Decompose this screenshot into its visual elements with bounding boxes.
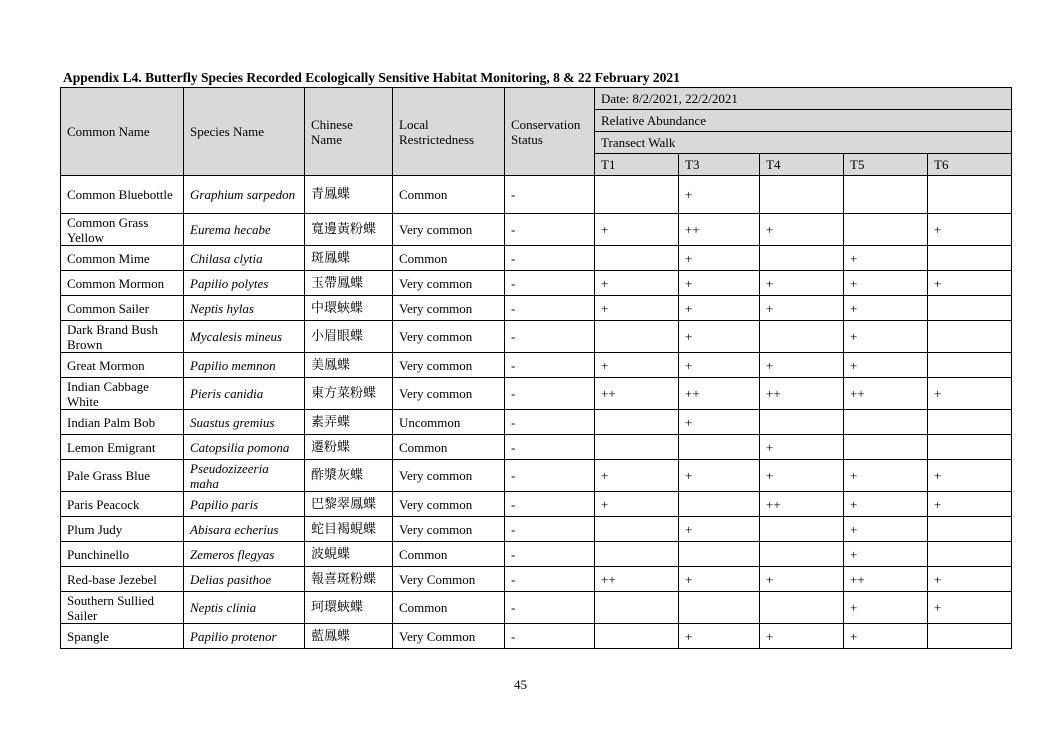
cell-local-restrictedness: Common (393, 246, 505, 271)
cell-conservation-status: - (505, 567, 595, 592)
cell-abundance-t1: ++ (595, 378, 679, 410)
cell-abundance-t6 (928, 542, 1012, 567)
cell-abundance-t3: + (679, 567, 760, 592)
cell-local-restrictedness: Common (393, 592, 505, 624)
cell-species-name: Papilio memnon (184, 353, 305, 378)
cell-species-name: Mycalesis mineus (184, 321, 305, 353)
cell-abundance-t1: ++ (595, 567, 679, 592)
cell-abundance-t3: + (679, 271, 760, 296)
cell-species-name: Abisara echerius (184, 517, 305, 542)
cell-abundance-t5: + (844, 296, 928, 321)
cell-common-name: Southern Sullied Sailer (61, 592, 184, 624)
cell-conservation-status: - (505, 410, 595, 435)
cell-conservation-status: - (505, 624, 595, 649)
cell-local-restrictedness: Very Common (393, 624, 505, 649)
cell-conservation-status: - (505, 460, 595, 492)
cell-conservation-status: - (505, 271, 595, 296)
cell-abundance-t5: + (844, 246, 928, 271)
cell-common-name: Paris Peacock (61, 492, 184, 517)
table-row (61, 517, 1012, 542)
cell-common-name: Common Bluebottle (61, 176, 184, 214)
table-row (61, 542, 1012, 567)
cell-abundance-t6 (928, 321, 1012, 353)
cell-common-name: Pale Grass Blue (61, 460, 184, 492)
table-row (61, 176, 1012, 214)
header-transect-walk: Transect Walk (595, 132, 1012, 154)
cell-local-restrictedness: Uncommon (393, 410, 505, 435)
cell-abundance-t5: + (844, 492, 928, 517)
cell-abundance-t6: + (928, 592, 1012, 624)
cell-abundance-t1: + (595, 214, 679, 246)
table-row (61, 321, 1012, 353)
cell-abundance-t4 (760, 246, 844, 271)
cell-local-restrictedness: Common (393, 176, 505, 214)
cell-abundance-t3: + (679, 460, 760, 492)
cell-abundance-t4: + (760, 353, 844, 378)
cell-abundance-t6: + (928, 214, 1012, 246)
cell-chinese-name: 斑鳳蝶 (305, 246, 393, 271)
cell-local-restrictedness: Very common (393, 271, 505, 296)
cell-abundance-t4 (760, 176, 844, 214)
cell-abundance-t5 (844, 176, 928, 214)
table-row (61, 567, 1012, 592)
cell-abundance-t1 (595, 321, 679, 353)
table-title: Appendix L4. Butterfly Species Recorded Ecologically Sensitive Habitat Monitoring, 8 & 22 February 2021 (63, 70, 680, 85)
cell-conservation-status: - (505, 296, 595, 321)
cell-abundance-t1: + (595, 296, 679, 321)
cell-abundance-t4: ++ (760, 492, 844, 517)
page-number: 45 (514, 677, 527, 692)
table-row (61, 460, 1012, 492)
cell-abundance-t3 (679, 592, 760, 624)
cell-chinese-name: 寬邊黃粉蝶 (305, 214, 393, 246)
cell-conservation-status: - (505, 517, 595, 542)
cell-chinese-name: 巴黎翠鳳蝶 (305, 492, 393, 517)
cell-common-name: Common Mime (61, 246, 184, 271)
cell-common-name: Indian Cabbage White (61, 378, 184, 410)
cell-abundance-t1 (595, 624, 679, 649)
cell-abundance-t5 (844, 214, 928, 246)
header-transect-t3: T3 (679, 154, 760, 176)
cell-chinese-name: 報喜斑粉蝶 (305, 567, 393, 592)
cell-local-restrictedness: Very common (393, 353, 505, 378)
cell-conservation-status: - (505, 321, 595, 353)
cell-abundance-t1: + (595, 460, 679, 492)
cell-local-restrictedness: Very common (393, 321, 505, 353)
cell-chinese-name: 波蜆蝶 (305, 542, 393, 567)
cell-abundance-t5: + (844, 271, 928, 296)
table-row (61, 246, 1012, 271)
cell-abundance-t6 (928, 435, 1012, 460)
cell-local-restrictedness: Very common (393, 214, 505, 246)
header-conservation-status: Conservation Status (505, 88, 595, 176)
cell-abundance-t5: + (844, 517, 928, 542)
header-transect-t6: T6 (928, 154, 1012, 176)
cell-abundance-t6: + (928, 567, 1012, 592)
cell-species-name: Pieris canidia (184, 378, 305, 410)
cell-species-name: Pseudozizeeria maha (184, 460, 305, 492)
cell-abundance-t4 (760, 592, 844, 624)
cell-common-name: Great Mormon (61, 353, 184, 378)
cell-species-name: Neptis hylas (184, 296, 305, 321)
table-header (61, 88, 1012, 176)
cell-abundance-t6 (928, 410, 1012, 435)
cell-common-name: Red-base Jezebel (61, 567, 184, 592)
cell-common-name: Plum Judy (61, 517, 184, 542)
cell-species-name: Zemeros flegyas (184, 542, 305, 567)
cell-abundance-t4 (760, 321, 844, 353)
cell-abundance-t5: + (844, 321, 928, 353)
cell-species-name: Neptis clinia (184, 592, 305, 624)
header-species-name: Species Name (184, 88, 305, 176)
cell-abundance-t3 (679, 492, 760, 517)
cell-abundance-t3: + (679, 296, 760, 321)
cell-abundance-t1 (595, 517, 679, 542)
cell-local-restrictedness: Very Common (393, 567, 505, 592)
cell-abundance-t4 (760, 542, 844, 567)
cell-species-name: Papilio protenor (184, 624, 305, 649)
cell-local-restrictedness: Very common (393, 378, 505, 410)
cell-abundance-t3: ++ (679, 214, 760, 246)
cell-abundance-t4 (760, 517, 844, 542)
cell-species-name: Papilio polytes (184, 271, 305, 296)
cell-abundance-t6 (928, 296, 1012, 321)
cell-abundance-t6 (928, 517, 1012, 542)
header-transect-t1: T1 (595, 154, 679, 176)
header-relative-abundance: Relative Abundance (595, 110, 1012, 132)
header-local-restrictedness: Local Restrictedness (393, 88, 505, 176)
cell-abundance-t5 (844, 410, 928, 435)
cell-abundance-t4: ++ (760, 378, 844, 410)
cell-species-name: Papilio paris (184, 492, 305, 517)
butterfly-species-table (60, 87, 1012, 649)
cell-abundance-t3: + (679, 353, 760, 378)
cell-chinese-name: 美鳳蝶 (305, 353, 393, 378)
cell-abundance-t5: + (844, 353, 928, 378)
header-transect-t5: T5 (844, 154, 928, 176)
cell-abundance-t1: + (595, 492, 679, 517)
cell-abundance-t1: + (595, 353, 679, 378)
cell-conservation-status: - (505, 378, 595, 410)
cell-chinese-name: 玉帶鳳蝶 (305, 271, 393, 296)
cell-species-name: Eurema hecabe (184, 214, 305, 246)
cell-abundance-t6: + (928, 492, 1012, 517)
table-row (61, 435, 1012, 460)
cell-conservation-status: - (505, 214, 595, 246)
cell-abundance-t1: + (595, 271, 679, 296)
cell-abundance-t3 (679, 542, 760, 567)
table-row (61, 492, 1012, 517)
cell-species-name: Catopsilia pomona (184, 435, 305, 460)
cell-abundance-t1 (595, 542, 679, 567)
cell-abundance-t1 (595, 435, 679, 460)
cell-local-restrictedness: Very common (393, 517, 505, 542)
cell-chinese-name: 小眉眼蝶 (305, 321, 393, 353)
cell-abundance-t4: + (760, 296, 844, 321)
header-date: Date: 8/2/2021, 22/2/2021 (595, 88, 1012, 110)
cell-conservation-status: - (505, 492, 595, 517)
table-row (61, 592, 1012, 624)
cell-conservation-status: - (505, 435, 595, 460)
cell-abundance-t3: ++ (679, 378, 760, 410)
cell-chinese-name: 藍鳳蝶 (305, 624, 393, 649)
table-row (61, 353, 1012, 378)
cell-abundance-t6 (928, 353, 1012, 378)
cell-abundance-t3: + (679, 246, 760, 271)
cell-common-name: Dark Brand Bush Brown (61, 321, 184, 353)
cell-abundance-t4: + (760, 214, 844, 246)
cell-abundance-t5: + (844, 592, 928, 624)
cell-chinese-name: 青鳳蝶 (305, 176, 393, 214)
cell-abundance-t1 (595, 592, 679, 624)
cell-common-name: Spangle (61, 624, 184, 649)
cell-common-name: Lemon Emigrant (61, 435, 184, 460)
cell-local-restrictedness: Very common (393, 460, 505, 492)
cell-abundance-t5: + (844, 460, 928, 492)
cell-abundance-t6 (928, 176, 1012, 214)
cell-abundance-t6 (928, 624, 1012, 649)
cell-abundance-t6: + (928, 378, 1012, 410)
cell-local-restrictedness: Common (393, 542, 505, 567)
cell-conservation-status: - (505, 353, 595, 378)
cell-species-name: Delias pasithoe (184, 567, 305, 592)
cell-local-restrictedness: Common (393, 435, 505, 460)
header-common-name: Common Name (61, 88, 184, 176)
cell-abundance-t6 (928, 246, 1012, 271)
cell-common-name: Punchinello (61, 542, 184, 567)
table-row (61, 296, 1012, 321)
cell-abundance-t4: + (760, 567, 844, 592)
cell-conservation-status: - (505, 542, 595, 567)
cell-chinese-name: 中環蛺蝶 (305, 296, 393, 321)
table-row (61, 378, 1012, 410)
cell-abundance-t6: + (928, 271, 1012, 296)
cell-conservation-status: - (505, 246, 595, 271)
cell-abundance-t4: + (760, 624, 844, 649)
cell-abundance-t5: ++ (844, 378, 928, 410)
cell-local-restrictedness: Very common (393, 296, 505, 321)
cell-abundance-t4: + (760, 460, 844, 492)
cell-common-name: Common Grass Yellow (61, 214, 184, 246)
cell-abundance-t3: + (679, 410, 760, 435)
cell-abundance-t5: ++ (844, 567, 928, 592)
cell-local-restrictedness: Very common (393, 492, 505, 517)
cell-species-name: Chilasa clytia (184, 246, 305, 271)
cell-conservation-status: - (505, 592, 595, 624)
header-transect-t4: T4 (760, 154, 844, 176)
cell-abundance-t6: + (928, 460, 1012, 492)
cell-abundance-t4: + (760, 271, 844, 296)
cell-abundance-t3: + (679, 517, 760, 542)
cell-abundance-t5: + (844, 624, 928, 649)
table-row (61, 624, 1012, 649)
cell-common-name: Indian Palm Bob (61, 410, 184, 435)
cell-species-name: Suastus gremius (184, 410, 305, 435)
cell-abundance-t3: + (679, 176, 760, 214)
cell-abundance-t4: + (760, 435, 844, 460)
cell-common-name: Common Sailer (61, 296, 184, 321)
table-row (61, 271, 1012, 296)
cell-chinese-name: 素弄蝶 (305, 410, 393, 435)
cell-abundance-t3: + (679, 624, 760, 649)
cell-abundance-t1 (595, 176, 679, 214)
cell-chinese-name: 東方菜粉蝶 (305, 378, 393, 410)
table-row (61, 214, 1012, 246)
cell-chinese-name: 蛇目褐蜆蝶 (305, 517, 393, 542)
cell-conservation-status: - (505, 176, 595, 214)
table-body (61, 176, 1012, 649)
cell-chinese-name: 酢漿灰蝶 (305, 460, 393, 492)
cell-chinese-name: 珂環蛺蝶 (305, 592, 393, 624)
cell-chinese-name: 遷粉蝶 (305, 435, 393, 460)
header-chinese-name: Chinese Name (305, 88, 393, 176)
cell-abundance-t3 (679, 435, 760, 460)
cell-abundance-t1 (595, 410, 679, 435)
cell-species-name: Graphium sarpedon (184, 176, 305, 214)
cell-abundance-t5: + (844, 542, 928, 567)
cell-abundance-t4 (760, 410, 844, 435)
table-row (61, 410, 1012, 435)
cell-abundance-t1 (595, 246, 679, 271)
cell-abundance-t3: + (679, 321, 760, 353)
cell-abundance-t5 (844, 435, 928, 460)
cell-common-name: Common Mormon (61, 271, 184, 296)
